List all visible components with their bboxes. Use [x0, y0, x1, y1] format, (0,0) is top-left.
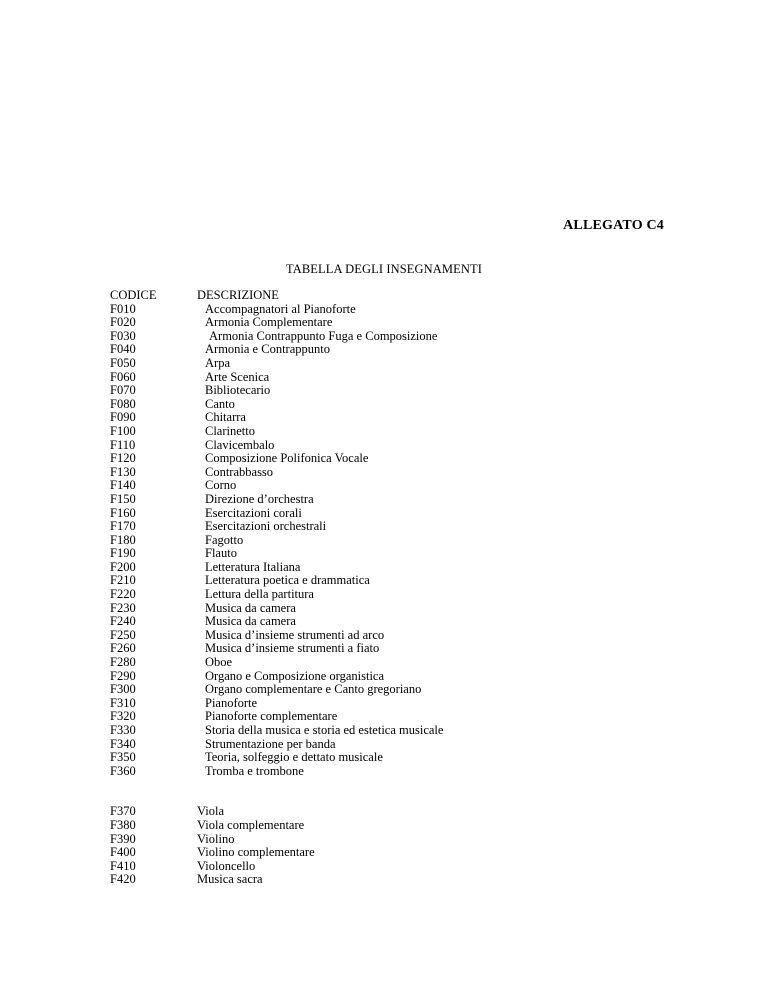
description-cell: Clavicembalo: [205, 437, 275, 452]
code-cell: F190: [110, 546, 136, 561]
description-cell: Contrabbasso: [205, 464, 274, 479]
code-cell: F020: [110, 315, 136, 330]
code-cell: F370: [110, 804, 136, 819]
code-cell: F080: [110, 396, 136, 411]
code-cell: F310: [110, 695, 136, 710]
description-cell: Musica da camera: [205, 600, 296, 615]
code-cell: F070: [110, 383, 136, 398]
allegato-label: ALLEGATO C4: [563, 218, 664, 233]
column-header-code: CODICE: [110, 288, 157, 302]
code-cell: F300: [110, 682, 136, 697]
description-cell: Esercitazioni orchestrali: [205, 519, 327, 534]
code-cell: F010: [110, 301, 136, 316]
description-cell: Pianoforte: [205, 695, 258, 710]
description-cell: Flauto: [205, 546, 237, 561]
code-cell: F170: [110, 519, 136, 534]
description-cell: Chitarra: [205, 410, 246, 425]
code-cell: F410: [110, 858, 136, 873]
code-cell: F110: [110, 437, 136, 452]
description-cell: Viola: [197, 804, 225, 819]
description-cell: Lettura della partitura: [205, 587, 314, 602]
table-title: TABELLA DEGLI INSEGNAMENTI: [285, 262, 482, 276]
code-cell: F050: [110, 355, 136, 370]
code-cell: F230: [110, 600, 136, 615]
code-cell: F130: [110, 464, 136, 479]
description-cell: Tromba e trombone: [205, 763, 304, 778]
code-cell: F240: [110, 614, 136, 629]
description-cell: Armonia Complementare: [205, 315, 333, 330]
code-cell: F200: [110, 559, 136, 574]
code-cell: F260: [110, 641, 136, 656]
code-cell: F390: [110, 831, 136, 846]
code-cell: F210: [110, 573, 136, 588]
code-cell: F220: [110, 587, 136, 602]
description-cell: Esercitazioni corali: [205, 505, 302, 520]
code-cell: F150: [110, 491, 136, 506]
code-cell: F380: [110, 817, 136, 832]
description-cell: Teoria, solfeggio e dettato musicale: [205, 750, 383, 765]
description-cell: Letteratura poetica e drammatica: [205, 573, 370, 588]
description-cell: Violoncello: [197, 858, 256, 873]
code-cell: F030: [110, 328, 136, 343]
description-cell: Musica d’insieme strumenti a fiato: [205, 641, 380, 656]
code-cell: F100: [110, 423, 136, 438]
code-cell: F180: [110, 532, 136, 547]
description-cell: Armonia Contrappunto Fuga e Composizione: [209, 328, 438, 343]
description-cell: Strumentazione per banda: [205, 736, 336, 751]
description-cell: Letteratura Italiana: [205, 559, 301, 574]
column-header-description: DESCRIZIONE: [197, 288, 279, 302]
code-cell: F400: [110, 845, 136, 860]
description-cell: Arpa: [205, 355, 230, 370]
code-cell: F040: [110, 342, 136, 357]
description-cell: Bibliotecario: [205, 383, 271, 398]
description-cell: Accompagnatori al Pianoforte: [205, 301, 356, 316]
code-cell: F360: [110, 763, 136, 778]
description-cell: Fagotto: [205, 532, 244, 547]
description-cell: Oboe: [205, 655, 233, 670]
code-cell: F140: [110, 478, 136, 493]
code-cell: F290: [110, 668, 136, 683]
description-cell: Organo e Composizione organistica: [205, 668, 385, 683]
code-cell: F250: [110, 627, 136, 642]
code-cell: F160: [110, 505, 136, 520]
description-cell: Armonia e Contrappunto: [205, 342, 330, 357]
code-cell: F340: [110, 736, 136, 751]
description-cell: Musica sacra: [197, 872, 263, 887]
description-cell: Organo complementare e Canto gregoriano: [205, 682, 422, 697]
description-cell: Canto: [205, 396, 235, 411]
description-cell: Musica da camera: [205, 614, 296, 629]
code-cell: F120: [110, 451, 136, 466]
description-cell: Arte Scenica: [205, 369, 270, 384]
description-cell: Direzione d’orchestra: [205, 491, 314, 506]
description-cell: Violino complementare: [197, 845, 315, 860]
description-cell: Musica d’insieme strumenti ad arco: [205, 627, 385, 642]
description-cell: Storia della musica e storia ed estetica musicale: [205, 723, 444, 737]
code-cell: F060: [110, 369, 136, 384]
code-cell: F320: [110, 709, 136, 724]
code-cell: F280: [110, 655, 136, 670]
code-cell: F350: [110, 750, 136, 765]
description-cell: Corno: [205, 478, 237, 493]
code-cell: F330: [110, 723, 136, 737]
description-cell: Viola complementare: [197, 817, 305, 832]
description-cell: Pianoforte complementare: [205, 709, 338, 724]
description-cell: Clarinetto: [205, 423, 255, 438]
description-cell: Violino: [197, 831, 235, 846]
description-cell: Composizione Polifonica Vocale: [205, 451, 369, 466]
code-cell: F090: [110, 410, 136, 425]
code-cell: F420: [110, 872, 136, 887]
